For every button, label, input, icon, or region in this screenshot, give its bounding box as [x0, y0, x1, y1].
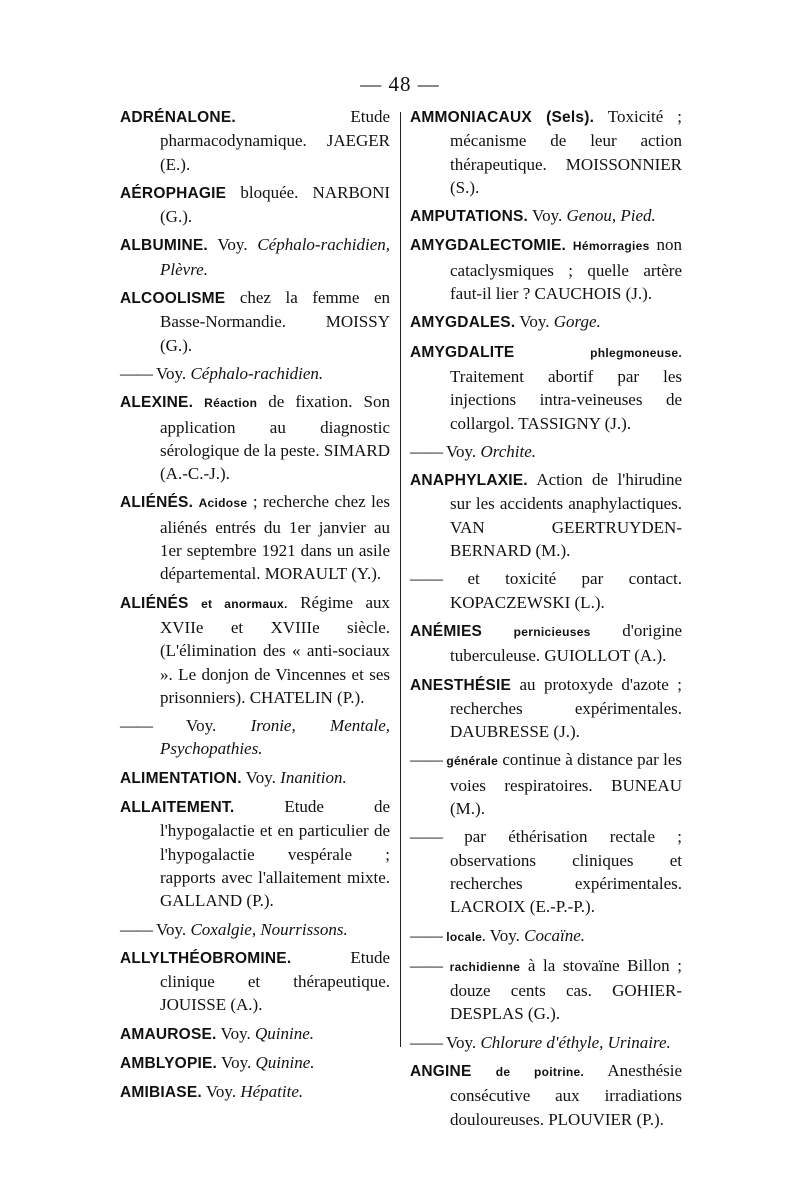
index-entry: [410, 567, 682, 614]
entry-heading: ALIÉNÉS.: [120, 494, 194, 512]
entry-subheading: Hémorragies: [572, 239, 650, 254]
index-entry: [120, 181, 390, 229]
repeat-dash: ——: [410, 569, 442, 589]
entry-text: ; recherche chez les aliénés entrés du 1er janvier au 1er septembre 1921 dans un asile départemental. MORAULT (Y.).: [160, 492, 391, 584]
repeat-dash: ——: [120, 363, 152, 383]
index-entry: [410, 954, 682, 1026]
entry-text: Voy.: [155, 919, 187, 939]
entry-text: Voy.: [217, 235, 248, 255]
index-entry: [410, 825, 682, 918]
entry-text: à la stovaïne Billon ; douze cents cas. GOHIER-DESPLAS (G.).: [450, 955, 683, 1024]
index-entry: [410, 340, 682, 435]
entry-text: Action de l'hirudine sur les accidents anaphylactiques. VAN GEERTRUYDEN-BERNARD (M.).: [450, 470, 682, 561]
cross-reference: Quinine.: [255, 1052, 315, 1072]
cross-reference: Genou, Pied.: [566, 206, 656, 226]
index-entry: [120, 1051, 390, 1075]
index-entry: [120, 362, 390, 385]
index-entry: [120, 490, 390, 585]
index-entry: [410, 924, 682, 949]
entry-text: Etude pharmacodynamique. JAEGER (E.).: [160, 107, 390, 174]
entry-text: Voy.: [220, 1023, 251, 1043]
right-column: [410, 105, 682, 1136]
cross-reference: Hépatite.: [240, 1082, 304, 1102]
cross-reference: Gorge.: [553, 312, 601, 332]
repeat-dash: ——: [410, 827, 442, 847]
entry-subheading: Acidose: [198, 496, 248, 511]
entry-text: Anesthésie consécutive aux irradiations douloureuses. PLOUVIER (P.).: [450, 1060, 682, 1129]
entry-heading: ANÉMIES: [410, 622, 483, 640]
entry-text: Toxicité ; mécanisme de leur action thérapeutique. MOISSONNIER (S.).: [450, 107, 682, 197]
entry-text: et toxicité par contact. KOPACZEWSKI (L.).: [450, 569, 683, 612]
entry-heading: AÉROPHAGIE: [120, 184, 227, 202]
index-entry: [120, 233, 390, 281]
repeat-dash: ——: [410, 441, 442, 461]
repeat-dash: ——: [410, 750, 442, 770]
entry-subheading: rachidienne: [449, 959, 521, 974]
entry-subheading: générale: [446, 754, 499, 769]
entry-heading: AMPUTATIONS.: [410, 208, 529, 226]
entry-heading: ANESTHÉSIE: [410, 676, 512, 694]
page-number: — 48 —: [360, 72, 440, 96]
entry-heading: ALEXINE.: [120, 394, 194, 412]
entry-heading: ADRÉNALONE.: [120, 109, 236, 126]
entry-subheading: locale.: [446, 929, 486, 944]
entry-subheading: Réaction: [204, 396, 258, 411]
cross-reference: Céphalo-rachidien.: [190, 363, 324, 383]
entry-text: Traitement abortif par les injections intra-veineuses de collargol. TASSIGNY (J.).: [450, 366, 682, 433]
index-entry: [120, 390, 390, 485]
entry-text: Voy.: [519, 312, 550, 332]
repeat-dash: ——: [410, 925, 442, 945]
index-entry: [120, 1080, 390, 1104]
entry-heading: AMAUROSE.: [120, 1025, 217, 1043]
index-entry: [410, 673, 682, 744]
entry-heading: ANAPHYLAXIE.: [410, 472, 528, 490]
index-entry: [120, 1022, 390, 1046]
entry-heading: AMMONIACAUX (Sels).: [410, 109, 595, 126]
index-entry: [120, 105, 390, 176]
cross-reference: Coxalgie, Nourrissons.: [190, 919, 348, 939]
entry-text: d'origine tuberculeuse. GUIOLLOT (A.).: [450, 620, 683, 666]
entry-heading: ALIMENTATION.: [120, 769, 242, 787]
repeat-dash: ——: [410, 955, 442, 975]
entry-heading: AMYGDALECTOMIE.: [410, 237, 566, 255]
index-entry: [410, 748, 682, 820]
index-entry: [120, 286, 390, 357]
entry-heading: AMBLYOPIE.: [120, 1054, 218, 1072]
entry-subheading: phlegmoneuse.: [590, 345, 682, 360]
cross-reference: Orchite.: [480, 441, 536, 461]
entry-text: Voy.: [532, 206, 563, 226]
entry-text: Régime aux XVIIe et XVIIIe siècle. (L'élimination des « anti-sociaux ». Le donjon de Vincennes et ses prisonniers). CHATELIN (P.).: [160, 592, 391, 707]
entry-text: Voy.: [205, 1082, 237, 1102]
index-entry: [120, 946, 390, 1017]
entry-text: Voy.: [186, 716, 217, 736]
index-entry: [410, 105, 682, 199]
entry-text: Etude de l'hypogalactie et en particulier de l'hypogalactie vespérale ; rapports avec l'allaitement mixte. GALLAND (P.).: [160, 797, 391, 911]
index-entry: [120, 714, 390, 761]
entry-text: Voy.: [445, 441, 477, 461]
index-entry: [120, 591, 390, 709]
index-entry: [410, 468, 682, 562]
index-entry: [120, 918, 390, 941]
entry-heading: ALCOOLISME: [120, 290, 226, 308]
cross-reference: Inanition.: [280, 767, 347, 787]
entry-text: non cataclysmiques ; quelle artère faut-il lier ? CAUCHOIS (J.).: [450, 235, 683, 304]
entry-text: bloquée. NARBONI (G.).: [160, 182, 391, 227]
cross-reference: Ironie, Mentale, Psychopathies.: [160, 716, 390, 759]
cross-reference: Cocaïne.: [524, 925, 586, 945]
repeat-dash: ——: [120, 919, 152, 939]
index-entry: [410, 1031, 682, 1054]
entry-heading: ALLYLTHÉOBROMINE.: [120, 949, 292, 967]
entry-text: Voy.: [445, 1032, 477, 1052]
entry-heading: ALBUMINE.: [120, 237, 208, 255]
entry-subheading: et anormaux.: [201, 596, 288, 611]
index-entry: [410, 233, 682, 305]
entry-text: Voy.: [245, 767, 276, 787]
entry-subheading: pernicieuses: [513, 624, 591, 639]
repeat-dash: ——: [410, 1032, 442, 1052]
entry-heading: ANGINE: [410, 1062, 472, 1080]
index-entry: [410, 310, 682, 334]
cross-reference: Quinine.: [254, 1023, 314, 1043]
entry-text: Voy.: [155, 363, 187, 383]
entry-text: de fixation. Son application au diagnostic sérologique de la peste. SIMARD (A.-C.-J.).: [160, 392, 390, 484]
index-entry: [410, 440, 682, 463]
index-entry: [410, 619, 682, 668]
column-divider: [400, 112, 401, 1047]
index-entry: [120, 795, 390, 912]
cross-reference: Céphalo-rachidien, Plèvre.: [160, 235, 390, 279]
index-entry: [120, 766, 390, 790]
entry-heading: AMYGDALES.: [410, 314, 516, 332]
repeat-dash: ——: [120, 716, 152, 736]
index-entry: [410, 204, 682, 228]
entry-text: Etude clinique et thérapeutique. JOUISSE (A.).: [160, 947, 390, 1015]
entry-text: Voy.: [489, 925, 520, 945]
entry-heading: AMYGDALITE: [410, 343, 515, 361]
cross-reference: Chlorure d'éthyle, Urinaire.: [480, 1032, 671, 1052]
entry-heading: AMIBIASE.: [120, 1084, 202, 1102]
entry-heading: ALIÉNÉS: [120, 594, 189, 612]
entry-heading: ALLAITEMENT.: [120, 799, 235, 817]
entry-text: par éthérisation rectale ; observations cliniques et recherches expérimentales. LACROIX (E.-P.-P.).: [450, 827, 683, 917]
entry-subheading: de poitrine.: [495, 1064, 585, 1079]
entry-text: continue à distance par les voies respiratoires. BUNEAU (M.).: [450, 750, 683, 819]
entry-text: au protoxyde d'azote ; recherches expérimentales. DAUBRESSE (J.).: [450, 674, 682, 742]
index-entry: [410, 1059, 682, 1131]
left-column: [120, 105, 390, 1110]
entry-text: Voy.: [220, 1052, 252, 1072]
entry-text: chez la femme en Basse-Normandie. MOISSY (G.).: [160, 288, 390, 355]
